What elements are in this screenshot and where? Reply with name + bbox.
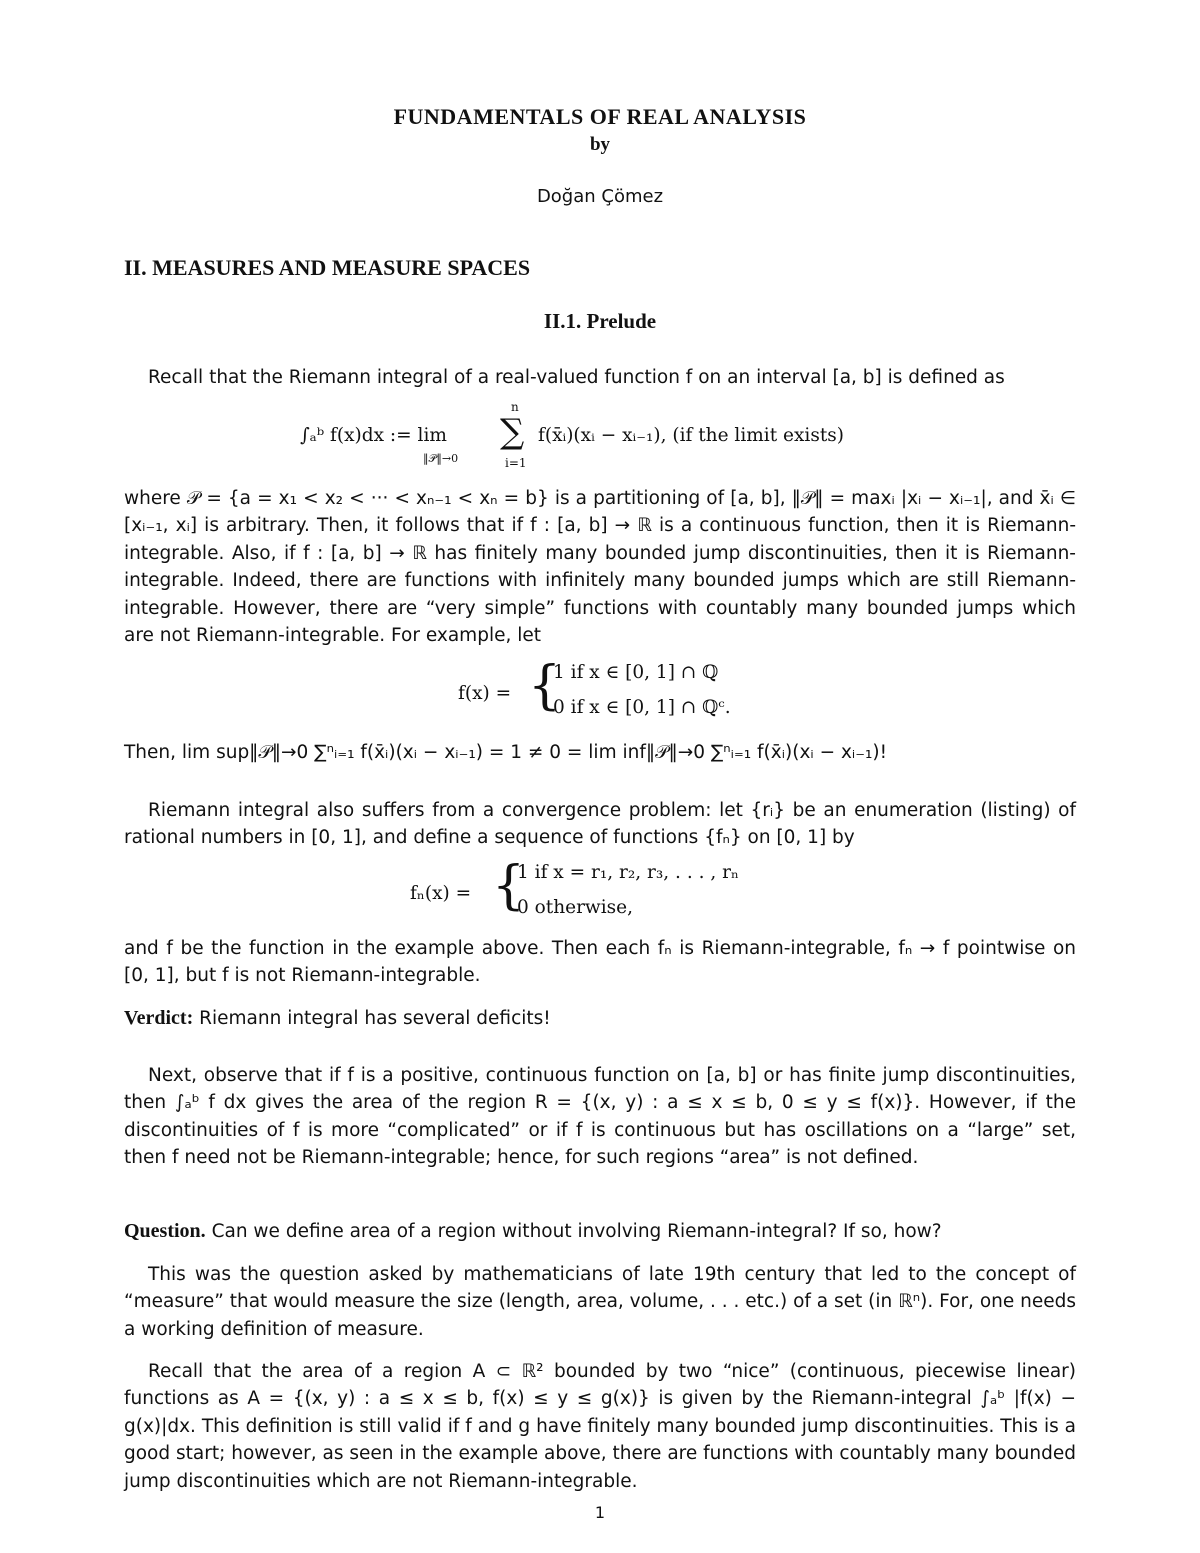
question-line bbox=[124, 1218, 1076, 1245]
equation-fn-lhs: fₙ(x) = bbox=[410, 883, 472, 904]
paragraph-limsup-liminf: Then, lim sup‖𝒫‖→0 ∑ⁿᵢ₌₁ f(x̄ᵢ)(xᵢ − xᵢ₋₁) = 1 ≠ 0 = lim inf‖𝒫‖→0 ∑ⁿᵢ₌₁ f(x̄ᵢ)(xᵢ − xᵢ₋₁)! bbox=[124, 742, 888, 763]
verdict-line bbox=[124, 1005, 1076, 1032]
paragraph-area: Next, observe that if f is a positive, continuous function on [a, b] or has finite jump discontinuities, then ∫ₐᵇ f dx gives the area of the region R = {(x, y) : a ≤ x ≤ b, 0 ≤ y ≤ f(x)}. However, if the discontinuities of f is more “complicated” or if f is continuous but has oscillations on a “large” set, then f need not be Riemann-integrable; hence, for such regions “area” is not defined. bbox=[124, 1065, 1076, 1169]
equation-dirichlet-case1: 1 if x ∈ [0, 1] ∩ ℚ bbox=[553, 662, 719, 683]
page-number: 1 bbox=[594, 1503, 606, 1522]
paragraph-intro: Recall that the Riemann integral of a real-valued function f on an interval [a, b] is defined as bbox=[148, 367, 1005, 388]
paragraph-measure-history: This was the question asked by mathematicians of late 19th century that led to the concept of “measure” that would measure the size (length, area, volume, . . . etc.) of a set (in ℝⁿ). For, one needs a working definition of measure. bbox=[124, 1264, 1076, 1340]
equation-riemann-integral-left: ∫ₐᵇ f(x)dx := lim bbox=[300, 425, 447, 446]
equation-sum-lower: i=1 bbox=[505, 456, 527, 470]
paragraph-pointwise: and f be the function in the example above. Then each fₙ is Riemann-integrable, fₙ → f pointwise on [0, 1], but f is not Riemann-integrable. bbox=[124, 938, 1076, 987]
byline: by bbox=[589, 134, 611, 155]
paragraph-area-region: Recall that the area of a region A ⊂ ℝ² bounded by two “nice” (continuous, piecewise linear) functions as A = {(x, y) : a ≤ x ≤ b, f(x) ≤ y ≤ g(x)} is given by the Riemann-integral ∫ₐᵇ |f(x) − g(x)|dx. This definition is still valid if f and g have finitely many bounded jump discontinuities. This is a good start; however, as seen in the example above, there are functions with countably many bounded jump discontinuities which are not Riemann-integrable. bbox=[124, 1361, 1076, 1492]
document-title: FUNDAMENTALS OF REAL ANALYSIS bbox=[393, 104, 807, 129]
equation-limit-subscript: ‖𝒫‖→0 bbox=[423, 452, 459, 465]
section-heading: II.1. Prelude bbox=[543, 309, 657, 333]
equation-sum-upper: n bbox=[511, 400, 519, 414]
question-label: Question. bbox=[124, 1220, 206, 1242]
paragraph-partition: where 𝒫 = {a = x₁ < x₂ < ··· < xₙ₋₁ < xₙ = b} is a partitioning of [a, b], ‖𝒫‖ = maxᵢ |xᵢ − xᵢ₋₁|, and x̄ᵢ ∈ [xᵢ₋₁, xᵢ] is arbitrary. Then, it follows that if f : [a, b] → ℝ is a continuous function, then it is Riemann-integrable. Also, if f : [a, b] → ℝ has finitely many bounded jump discontinuities, then it is Riemann-integrable. Indeed, there are functions with infinitely many bounded jumps which are still Riemann-integrable. However, there are “very simple” functions with countably many bounded jumps which are not Riemann-integrable. For example, let bbox=[124, 488, 1076, 647]
equation-riemann-integral-right: f(x̄ᵢ)(xᵢ − xᵢ₋₁), (if the limit exists) bbox=[538, 425, 844, 446]
verdict-text: Riemann integral has several deficits! bbox=[193, 1008, 551, 1029]
equation-fn-case2: 0 otherwise, bbox=[517, 897, 634, 918]
left-brace-icon: { bbox=[492, 856, 526, 916]
chapter-heading: II. MEASURES AND MEASURE SPACES bbox=[124, 255, 531, 280]
equation-dirichlet-lhs: f(x) = bbox=[458, 683, 512, 704]
paragraph-convergence-problem: Riemann integral also suffers from a convergence problem: let {rᵢ} be an enumeration (listing) of rational numbers in [0, 1], and define a sequence of functions {fₙ} on [0, 1] by bbox=[124, 800, 1076, 849]
verdict-label: Verdict: bbox=[124, 1007, 194, 1029]
question-text: Can we define area of a region without involving Riemann-integral? If so, how? bbox=[205, 1221, 942, 1242]
equation-sum-symbol: ∑ bbox=[500, 412, 525, 452]
left-brace-icon: { bbox=[528, 656, 562, 716]
equation-fn-case1: 1 if x = r₁, r₂, r₃, . . . , rₙ bbox=[517, 862, 739, 883]
equation-dirichlet-case2: 0 if x ∈ [0, 1] ∩ ℚᶜ. bbox=[553, 697, 731, 718]
author-name: Doğan Çömez bbox=[536, 186, 664, 207]
